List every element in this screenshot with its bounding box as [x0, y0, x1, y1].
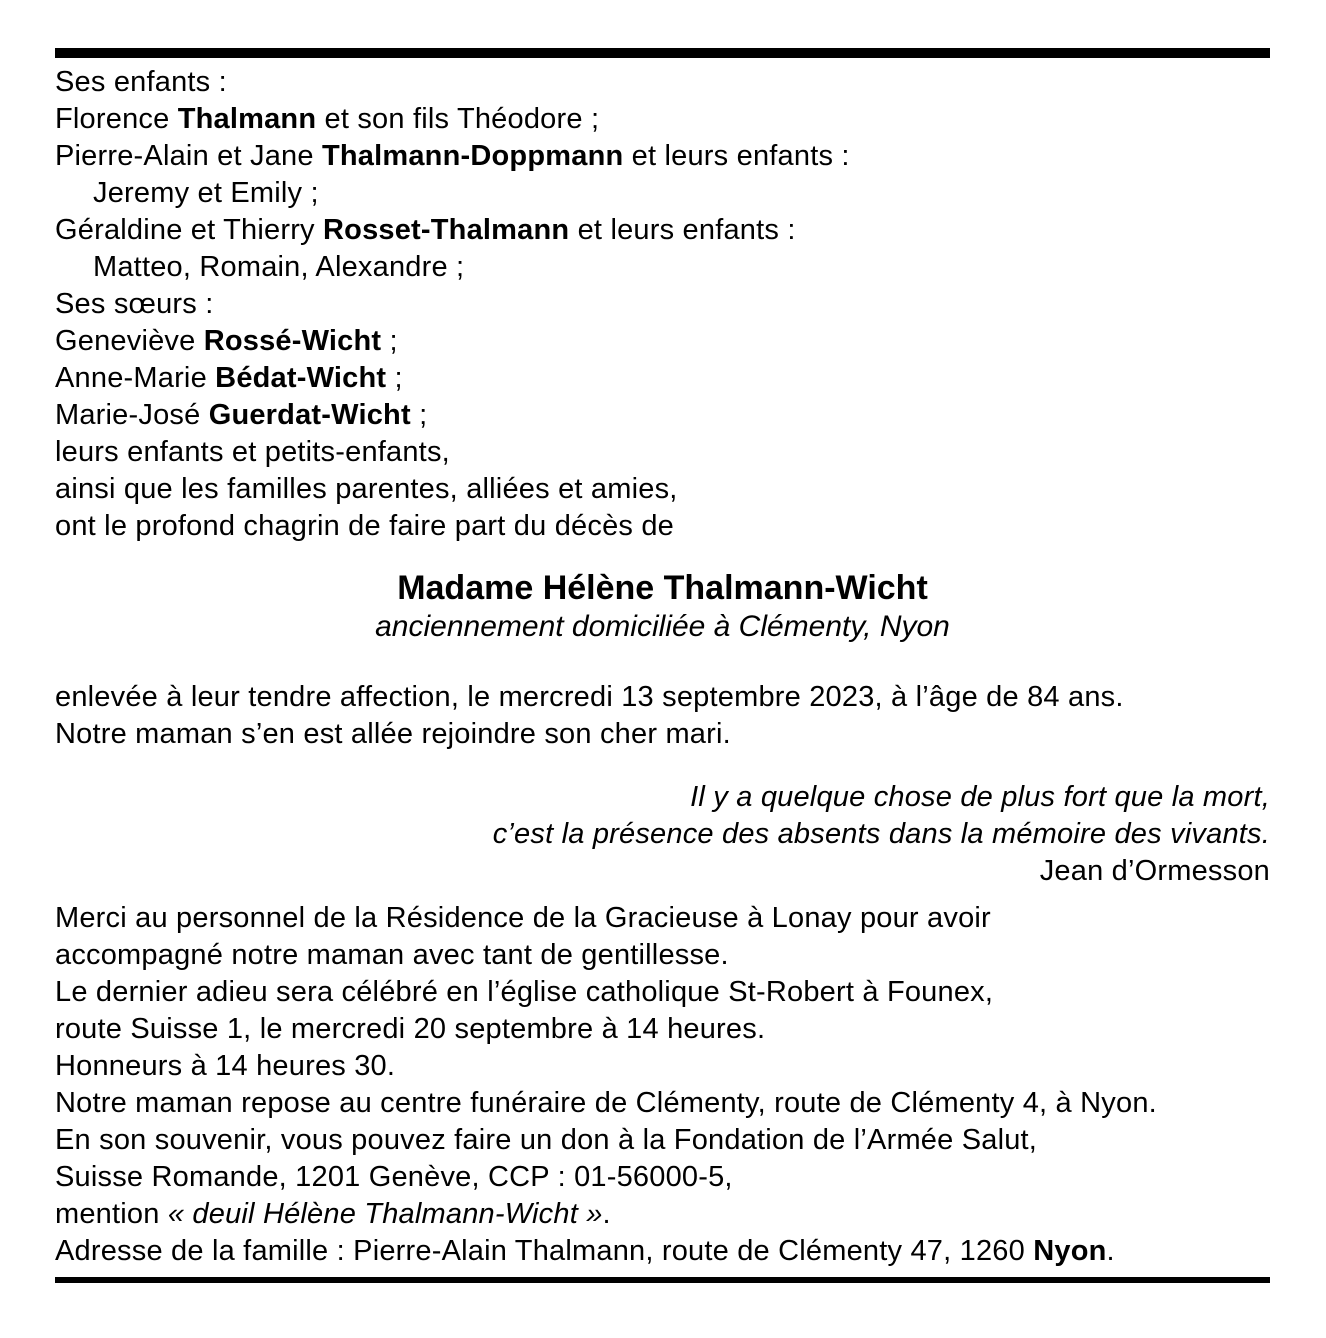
info-line-text: . [1106, 1235, 1115, 1267]
family-name-bold: Thalmann-Doppmann [321, 140, 624, 172]
info-line: Le dernier adieu sera célébré en l’église catholique St-Robert à Founex, [55, 976, 994, 1008]
family-line-text: Géraldine et Thierry [55, 214, 324, 246]
info-line-text: Adresse de la famille : Pierre-Alain Thalmann, route de Clémenty 47, 1260 [55, 1235, 1034, 1267]
family-line [55, 323, 1270, 360]
deceased-block [55, 567, 1270, 645]
family-line-text: Marie-José [55, 399, 209, 431]
family-line-text: et leurs enfants : [623, 140, 850, 172]
death-announcement [55, 679, 1270, 753]
family-line-text: Florence [55, 103, 178, 135]
family-line-text: ; [381, 325, 398, 357]
family-line: ainsi que les familles parentes, alliées et amies, [55, 473, 678, 505]
quote-attribution: Jean d’Ormesson [1039, 855, 1270, 887]
family-line: Ses sœurs : [55, 288, 214, 320]
family-line [55, 360, 1270, 397]
quote-line: Il y a quelque chose de plus fort que la mort, [690, 781, 1270, 813]
quote-line: c’est la présence des absents dans la mémoire des vivants. [492, 818, 1270, 850]
family-line-text: et son fils Théodore ; [316, 103, 600, 135]
family-name-bold: Thalmann [177, 103, 317, 135]
family-line-text: ; [386, 362, 403, 394]
family-line [55, 212, 1270, 249]
family-line: leurs enfants et petits-enfants, [55, 436, 450, 468]
family-line [55, 397, 1270, 434]
info-line-text: . [602, 1198, 611, 1230]
info-lines [55, 900, 1270, 1270]
family-line-text: Geneviève [55, 325, 204, 357]
info-line: Suisse Romande, 1201 Genève, CCP : 01-56000-5, [55, 1161, 733, 1193]
family-line: Ses enfants : [55, 66, 227, 98]
family-name-bold: Guerdat-Wicht [208, 399, 411, 431]
family-line-indented: Jeremy et Emily ; [93, 177, 319, 209]
death-line: Notre maman s’en est allée rejoindre son cher mari. [55, 718, 731, 750]
city-name-bold: Nyon [1033, 1235, 1107, 1267]
info-line: accompagné notre maman avec tant de gentillesse. [55, 939, 729, 971]
info-line: route Suisse 1, le mercredi 20 septembre à 14 heures. [55, 1013, 766, 1045]
top-rule [55, 48, 1270, 58]
info-line: Merci au personnel de la Résidence de la Gracieuse à Lonay pour avoir [55, 902, 991, 934]
memorial-quote [55, 779, 1270, 890]
memorial-mention-italic: « deuil Hélène Thalmann-Wicht » [167, 1198, 603, 1230]
family-line-text: Pierre-Alain et Jane [55, 140, 322, 172]
family-name-bold: Rossé-Wicht [203, 325, 382, 357]
death-line: enlevée à leur tendre affection, le mercredi 13 septembre 2023, à l’âge de 84 ans. [55, 681, 1124, 713]
info-line-text: mention [55, 1198, 168, 1230]
info-line: En son souvenir, vous pouvez faire un don à la Fondation de l’Armée Salut, [55, 1124, 1038, 1156]
deceased-name: Madame Hélène Thalmann-Wicht [397, 569, 928, 607]
info-line [55, 1196, 1270, 1233]
deceased-former-residence: anciennement domiciliée à Clémenty, Nyon [375, 610, 950, 643]
info-line: Honneurs à 14 heures 30. [55, 1050, 396, 1082]
family-name-bold: Rosset-Thalmann [323, 214, 570, 246]
family-lines [55, 64, 1270, 545]
info-line: Notre maman repose au centre funéraire de Clémenty, route de Clémenty 4, à Nyon. [55, 1087, 1157, 1119]
family-line [55, 101, 1270, 138]
family-line-text: Anne-Marie [55, 362, 216, 394]
family-line [55, 138, 1270, 175]
family-line-text: ; [410, 399, 428, 431]
family-line: ont le profond chagrin de faire part du décès de [55, 510, 675, 542]
family-line-indented: Matteo, Romain, Alexandre ; [93, 251, 465, 283]
family-name-bold: Bédat-Wicht [215, 362, 387, 394]
info-line [55, 1233, 1270, 1270]
family-line-text: et leurs enfants : [569, 214, 796, 246]
bottom-rule [55, 1277, 1270, 1283]
